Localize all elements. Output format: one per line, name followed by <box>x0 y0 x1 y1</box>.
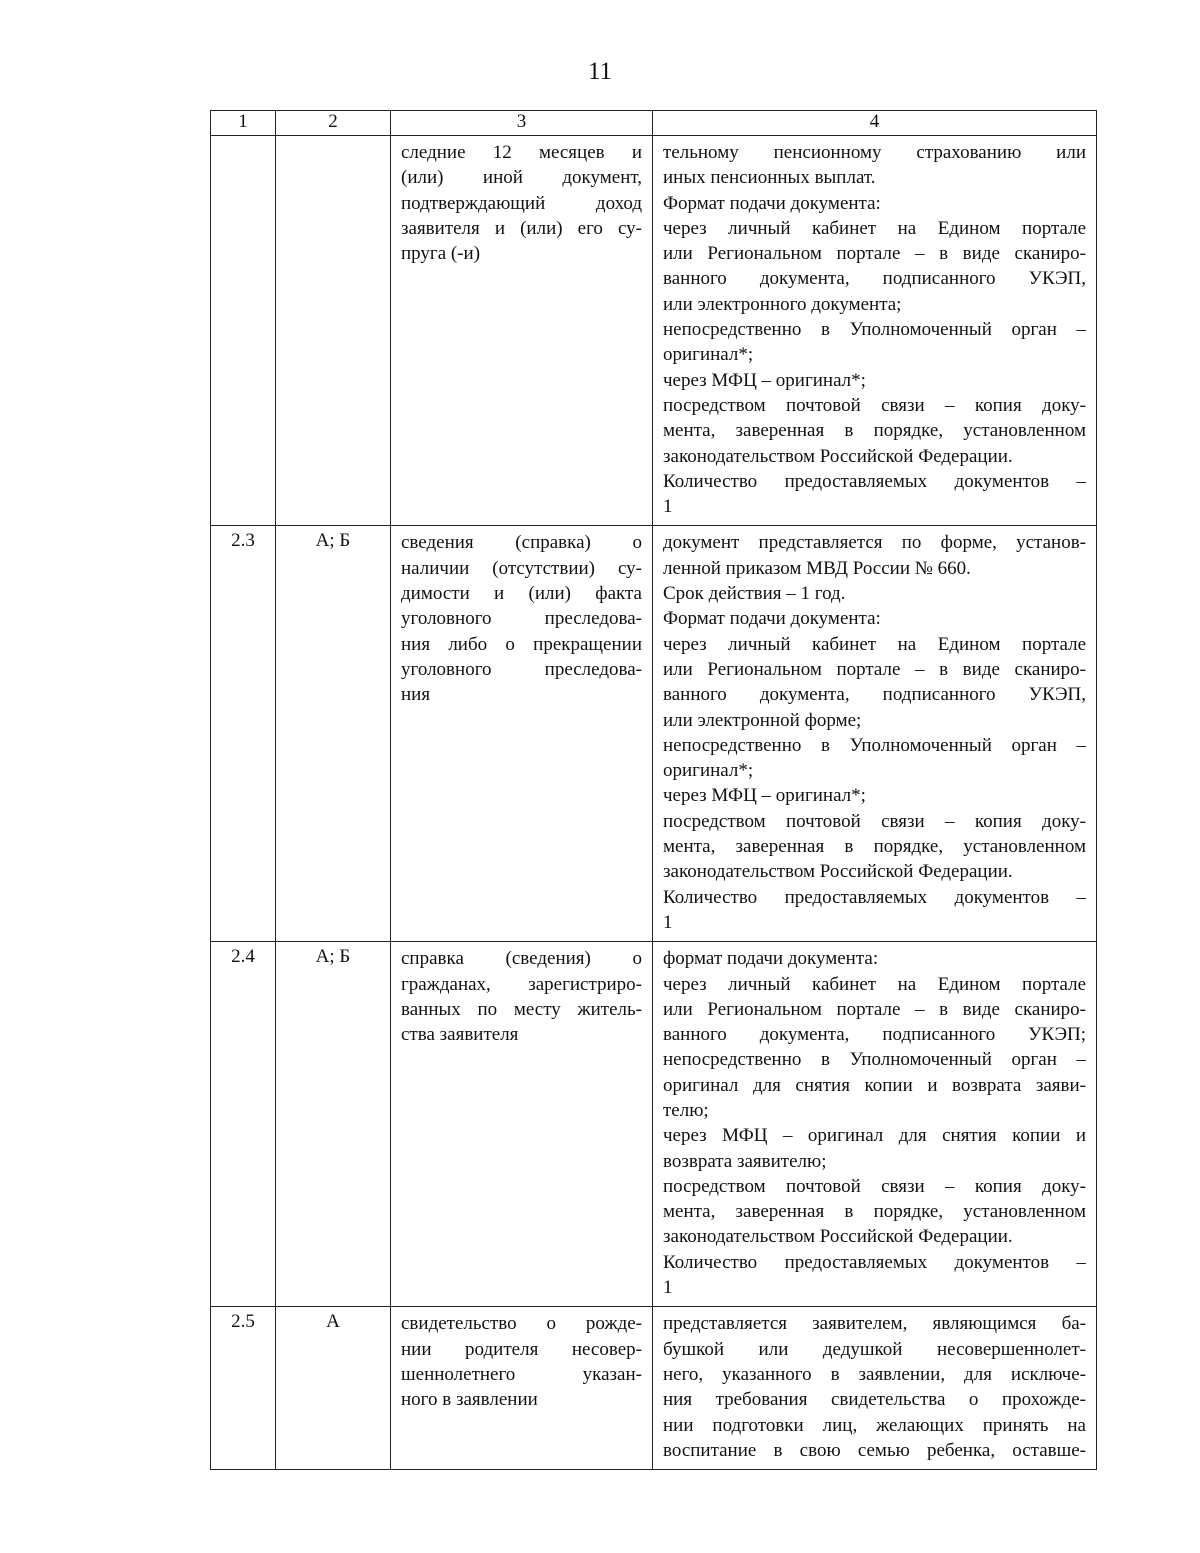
document-description-line: непосредственно в Уполномоченный орган – <box>663 734 1086 756</box>
document-description-line: 1 <box>663 1277 673 1299</box>
document-description-line: ния требования свидетельства о прохожде- <box>663 1389 1086 1411</box>
document-name-line: уголовного преследова- <box>401 608 642 630</box>
document-name-cell <box>391 1307 653 1470</box>
document-description-line: или Региональном портале – в виде сканиро- <box>663 998 1086 1020</box>
document-name-line: (или) иной документ, <box>401 167 642 189</box>
document-name-line: ного в заявлении <box>401 1389 538 1411</box>
document-description-line: через МФЦ – оригинал*; <box>663 785 866 807</box>
documents-table <box>210 110 1097 1470</box>
document-name-line: свидетельство о рожде- <box>401 1313 642 1335</box>
table-row <box>211 942 1097 1307</box>
document-description-line: формат подачи документа: <box>663 948 879 970</box>
document-description-line: иных пенсионных выплат. <box>663 167 876 189</box>
table-header-row <box>211 111 1097 136</box>
document-description-line: бушкой или дедушкой несовершеннолет- <box>663 1338 1086 1360</box>
header-col-1: 1 <box>211 111 276 136</box>
document-name-line: уголовного преследова- <box>401 658 642 680</box>
document-description-line: непосредственно в Уполномоченный орган – <box>663 1049 1086 1071</box>
document-description-line: ленной приказом МВД России № 660. <box>663 557 971 579</box>
document-description-line: нии подготовки лиц, желающих принять на <box>663 1414 1086 1436</box>
row-number <box>211 136 276 526</box>
document-description-line: через личный кабинет на Едином портале <box>663 633 1086 655</box>
document-name-line: наличии (отсутствии) су- <box>401 557 642 579</box>
document-description-line: посредством почтовой связи – копия доку- <box>663 810 1086 832</box>
document-description-line: воспитание в свою семью ребенка, оставше- <box>663 1439 1086 1461</box>
table-row <box>211 136 1097 526</box>
document-description-line: или электронного документа; <box>663 293 902 315</box>
document-name-line: сведения (справка) о <box>401 532 642 554</box>
document-name-line: справка (сведения) о <box>401 948 642 970</box>
document-description-line: посредством почтовой связи – копия доку- <box>663 1175 1086 1197</box>
document-description-line: документ представляется по форме, установ- <box>663 532 1086 554</box>
table-row <box>211 526 1097 942</box>
row-number: 2.3 <box>211 526 276 942</box>
row-category: А; Б <box>276 526 391 942</box>
document-description-line: законодательством Российской Федерации. <box>663 1226 1013 1248</box>
document-description-line: Количество предоставляемых документов – <box>663 470 1086 492</box>
document-description-line: посредством почтовой связи – копия доку- <box>663 394 1086 416</box>
document-description-line: законодательством Российской Федерации. <box>663 861 1013 883</box>
document-description-line: мента, заверенная в порядке, установленном <box>663 420 1086 442</box>
row-category: А <box>276 1307 391 1470</box>
header-col-2: 2 <box>276 111 391 136</box>
document-name-line: подтверждающий доход <box>401 192 642 214</box>
document-description-line: телю; <box>663 1099 709 1121</box>
document-description-line: него, указанного в заявлении, для исключе- <box>663 1363 1086 1385</box>
document-description-line: оригинал*; <box>663 344 754 366</box>
document-description-line: тельному пенсионному страхованию или <box>663 142 1086 163</box>
document-name-cell <box>391 942 653 1307</box>
document-name-line: ства заявителя <box>401 1024 519 1046</box>
document-name-line: димости и (или) факта <box>401 583 642 605</box>
document-description-line: Количество предоставляемых документов – <box>663 1251 1086 1273</box>
document-description-line: ванного документа, подписанного УКЭП; <box>663 1024 1086 1046</box>
row-category: А; Б <box>276 942 391 1307</box>
document-description-cell <box>653 1307 1097 1470</box>
document-name-line: ванных по месту житель- <box>401 998 642 1020</box>
document-description-line: или Региональном портале – в виде сканиро- <box>663 658 1086 680</box>
row-category <box>276 136 391 526</box>
document-description-line: через личный кабинет на Едином портале <box>663 973 1086 995</box>
table-row <box>211 1307 1097 1470</box>
document-name-line: следние 12 месяцев и <box>401 142 642 163</box>
document-name-line: ния <box>401 684 431 706</box>
table-body <box>211 136 1097 1470</box>
header-col-4: 4 <box>653 111 1097 136</box>
row-number: 2.4 <box>211 942 276 1307</box>
document-description-line: Количество предоставляемых документов – <box>663 886 1086 908</box>
document-description-cell <box>653 526 1097 942</box>
document-name-line: гражданах, зарегистриро- <box>401 973 642 995</box>
document-name-line: нии родителя несовер- <box>401 1338 642 1360</box>
document-name-cell <box>391 136 653 526</box>
document-description-line: или электронной форме; <box>663 709 862 731</box>
document-name-line: пруга (-и) <box>401 243 481 265</box>
document-description-line: законодательством Российской Федерации. <box>663 445 1013 467</box>
document-description-line: оригинал для снятия копии и возврата заяви- <box>663 1074 1086 1096</box>
document-name-line: ния либо о прекращении <box>401 633 642 655</box>
document-description-line: возврата заявителю; <box>663 1150 827 1172</box>
document-description-line: мента, заверенная в порядке, установленном <box>663 1201 1086 1223</box>
document-description-line: через МФЦ – оригинал для снятия копии и <box>663 1125 1086 1147</box>
document-description-line: непосредственно в Уполномоченный орган – <box>663 319 1086 341</box>
document-description-line: Формат подачи документа: <box>663 608 881 630</box>
document-name-line: заявителя и (или) его су- <box>401 217 642 239</box>
document-description-line: ванного документа, подписанного УКЭП, <box>663 684 1086 706</box>
document-description-cell <box>653 136 1097 526</box>
document-description-line: или Региональном портале – в виде сканиро- <box>663 243 1086 265</box>
document-name-cell <box>391 526 653 942</box>
document-description-line: через МФЦ – оригинал*; <box>663 369 866 391</box>
document-name-line: шеннолетнего указан- <box>401 1363 642 1385</box>
header-col-3: 3 <box>391 111 653 136</box>
document-description-line: через личный кабинет на Едином портале <box>663 217 1086 239</box>
page-number: 11 <box>587 58 613 85</box>
document-description-line: представляется заявителем, являющимся ба- <box>663 1313 1086 1335</box>
document-description-line: ванного документа, подписанного УКЭП, <box>663 268 1086 290</box>
document-description-line: оригинал*; <box>663 760 754 782</box>
document-description-line: Формат подачи документа: <box>663 192 881 214</box>
document-description-line: мента, заверенная в порядке, установленном <box>663 836 1086 858</box>
document-description-line: Срок действия – 1 год. <box>663 583 846 605</box>
row-number: 2.5 <box>211 1307 276 1470</box>
document-description-cell <box>653 942 1097 1307</box>
document-description-line: 1 <box>663 911 673 933</box>
document-description-line: 1 <box>663 496 673 518</box>
